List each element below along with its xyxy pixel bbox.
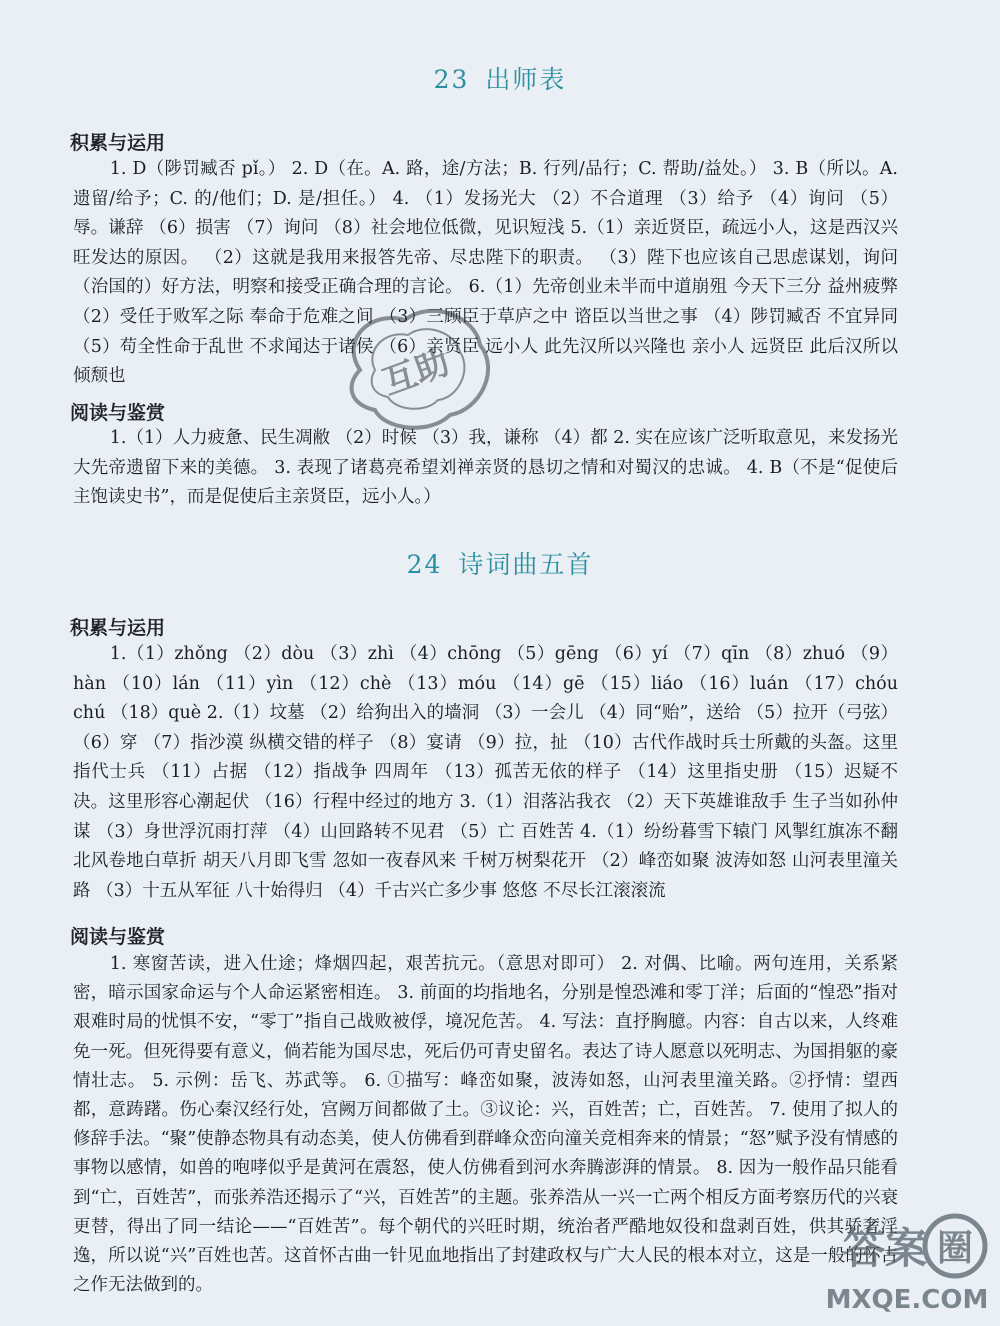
section-body-accumulation: 1.（1）zhǒng （2）dòu （3）zhì （4）chōng （5）gēng （6）yí （7）qīn （8）zhuó （9）hàn （10）lán （11）yìn （12）chè （13）móu （14）gē （15）liáo （16）luán （17）chóu chú （18）què 2.（1）坟墓 （2）给狗出入的墙洞 （3）一会儿 （4）同“贻”，送给 （5）拉开（弓弦） （6）穿 （7）指沙漠 纵横交错的样子 （8）宴请 （9）拉，扯 （10）古代作战时兵士所戴的头盔。这里指代士兵 （11）占据 （12）指战争 四周年 （13）孤苦无依的样子 （14）这里指史册 （15）迟疑不决。这里形容心潮起伏 （16）行程中经过的地方 3.（1）泪落沾我衣 （2）天下英雄谁敌手 生子当如孙仲谋 （3）身世浮沉雨打萍 （4）山回路转不见君 （5）亡 百姓苦 4.（1）纷纷暮雪下辕门 风掣红旗冻不翻 北风卷地白草折 胡天八月即飞雪 忽如一夜春风来 千树万树梨花开 （2）峰峦如聚 波涛如怒 山河表里潼关路 （3）十五从军征 八十始得归 （4）千古兴亡多少事 悠悠 不尽长江滚滚流 [73, 644, 898, 901]
section-heading-reading: 阅读与鉴赏 [70, 926, 166, 948]
lesson-name: 出师表 [485, 65, 567, 94]
section-heading-accumulation: 积累与运用 [70, 132, 166, 154]
svg-text:互助: 互助 [377, 342, 455, 404]
section-body-reading: 1.（1）人力疲惫、民生凋敝 （2）时候 （3）我，谦称 （4）都 2. 实在应该广泛听取意见，来发扬光大先帝遗留下来的美德。 3. 表现了诸葛亮希望刘禅亲贤的恳切之情和对蜀汉的忠诚。 4. B（不是“促使后主饱读史书”，而是促使后主亲贤臣，远小人。） [73, 428, 898, 508]
lesson-number: 23 [433, 65, 470, 94]
lesson-24-title [0, 545, 1000, 581]
section-heading-reading: 阅读与鉴赏 [70, 402, 166, 424]
lesson-number: 24 [406, 550, 443, 579]
svg-text:圈: 圈 [936, 1228, 974, 1269]
lesson-name: 诗词曲五首 [458, 550, 594, 579]
svg-text:答案: 答案 [842, 1224, 928, 1273]
section-heading-accumulation: 积累与运用 [70, 617, 166, 639]
svg-text:MXQE.COM: MXQE.COM [825, 1285, 989, 1315]
section-body-accumulation: 1. D（陟罚臧否 pǐ。） 2. D（在。A. 路，途/方法；B. 行列/品行；C. 帮助/益处。） 3. B（所以。A. 遗留/给予；C. 的/他们；D. 是/担任。） 4. （1）发扬光大 （2）不合道理 （3）给予 （4）询问 （5）辱。谦辞 （6）损害 （7）询问 （8）社会地位低微，见识短浅 5.（1）亲近贤臣，疏远小人，这是西汉兴旺发达的原因。 （2）这就是我用来报答先帝、尽忠陛下的职责。 （3）陛下也应该自己思虑谋划，询问（治国的）好方法，明察和接受正确合理的言论。 6.（1）先帝创业未半而中道崩殂 今天下三分 益州疲弊 （2）受任于败军之际 奉命于危难之间 （3）三顾臣于草庐之中 谘臣以当世之事 （4）陟罚臧否 不宜异同 （5）苟全性命于乱世 不求闻达于诸侯 （6）亲贤臣 远小人 此先汉所以兴隆也 亲小人 远贤臣 此后汉所以倾颓也 [73, 159, 898, 387]
section-body-reading: 1. 寒窗苦读，进入仕途；烽烟四起，艰苦抗元。（意思对即可） 2. 对偶、比喻。两句连用，关系紧密，暗示国家命运与个人命运紧密相连。 3. 前面的均指地名，分别是惶恐滩和零丁洋；后面的“惶恐”指对艰难时局的忧惧不安，“零丁”指自己战败被俘，境况危苦。 4. 写法：直抒胸臆。内容：自古以来，人终难免一死。但死得要有意义，倘若能为国尽忠，死后仍可青史留名。表达了诗人愿意以死明志、为国捐躯的豪情壮志。 5. 示例：岳飞、苏武等。 6. ①描写：峰峦如聚，波涛如怒，山河表里潼关路。②抒情：望西都，意踌躇。伤心秦汉经行处，宫阙万间都做了土。③议论：兴，百姓苦；亡，百姓苦。 7. 使用了拟人的修辞手法。“聚”使静态物具有动态美，使人仿佛看到群峰众峦向潼关竞相奔来的情景；“怒”赋予没有情感的事物以感情，如兽的咆哮似乎是黄河在震怒，使人仿佛看到河水奔腾澎湃的情景。 8. 因为一般作品只能看到“亡，百姓苦”，而张养浩还揭示了“兴，百姓苦”的主题。张养浩从一兴一亡两个相反方面考察历代的兴衰更替，得出了同一结论——“百姓苦”。每个朝代的兴旺时期，统治者严酷地奴役和盘剥百姓，供其骄奢淫逸，所以说“兴”百姓也苦。这首怀古曲一针见血地指出了封建政权与广大人民的根本对立，这是一般的怀古之作无法做到的。 [73, 954, 898, 1296]
lesson-23-title [0, 60, 1000, 96]
